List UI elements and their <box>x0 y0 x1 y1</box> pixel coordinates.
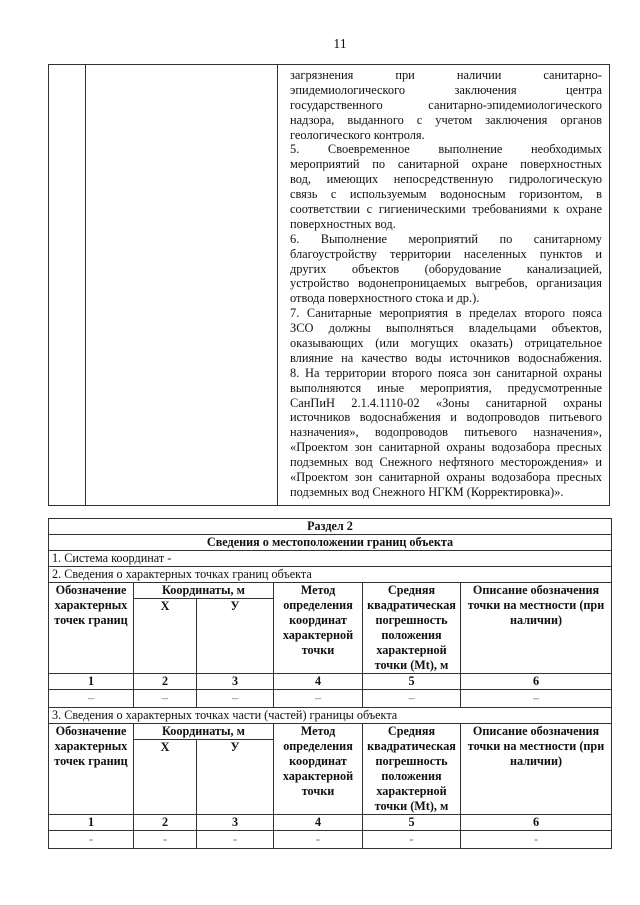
column-numbers-row <box>49 815 612 831</box>
table-cell: – <box>49 690 134 708</box>
column-number: 1 <box>49 674 134 690</box>
text-line: влияние на качество воды источников водоснабжения. <box>290 350 602 365</box>
text-line: соответствии с гигиеническими требованиями к охране <box>290 202 602 217</box>
table-row <box>49 831 612 849</box>
column-number: 6 <box>461 815 612 831</box>
table-cell: – <box>197 690 274 708</box>
text-line: 5. Своевременное выполнение необходимых <box>290 142 602 157</box>
column-number: 1 <box>49 815 134 831</box>
col-designation: Обозначение характерных точек границ <box>49 583 134 674</box>
table-cell: - <box>49 831 134 849</box>
text-line: поверхностных вод. <box>290 216 396 231</box>
page-number: 11 <box>333 37 347 52</box>
parts-heading: 3. Сведения о характерных точках части (частей) границы объекта <box>49 708 612 724</box>
column-number: 4 <box>274 815 363 831</box>
table-cell: – <box>363 690 461 708</box>
text-line: 8. На территории второго пояса зон санитарной охраны <box>290 365 602 380</box>
col-error: Средняя квадратическая погрешность положения характерной точки (Mt), м <box>363 724 461 815</box>
table-cell: - <box>274 831 363 849</box>
table-cell: - <box>461 831 612 849</box>
column-numbers-row <box>49 674 612 690</box>
col-designation: Обозначение характерных точек границ <box>49 724 134 815</box>
measures-text <box>290 68 602 500</box>
boundaries-table <box>48 518 612 849</box>
col-y: У <box>197 599 274 674</box>
text-line: назначения», водопроводов питьевого назначения», <box>290 425 602 440</box>
col-x: Х <box>134 599 197 674</box>
col-coords: Координаты, м <box>134 583 274 599</box>
table-cell: - <box>363 831 461 849</box>
text-line: выполняются иные мероприятия, предусмотренные <box>290 380 602 395</box>
col-method: Метод определения координат характерной точки <box>274 583 363 674</box>
text-line: эпидемиологического заключения центра <box>290 82 602 97</box>
column-number: 3 <box>197 674 274 690</box>
col-x: Х <box>134 740 197 815</box>
text-line: мероприятий по санитарной охране поверхностных <box>290 157 602 172</box>
text-line: государственного санитарно-эпидемиологического <box>290 97 602 112</box>
text-line: источников водоснабжения и водопроводов питьевого <box>290 410 602 425</box>
table-cell: – <box>461 690 612 708</box>
col-error: Средняя квадратическая погрешность положения характерной точки (Mt), м <box>363 583 461 674</box>
column-number: 3 <box>197 815 274 831</box>
text-line: оказывающих (или могущих оказать) отрицательное <box>290 336 602 351</box>
table-cell: - <box>197 831 274 849</box>
column-number: 6 <box>461 674 612 690</box>
column-divider <box>85 65 86 505</box>
column-number: 5 <box>363 674 461 690</box>
column-number: 4 <box>274 674 363 690</box>
text-line: связь с используемым водоносным горизонтом, в <box>290 187 602 202</box>
section-subtitle: Сведения о местоположении границ объекта <box>49 535 612 551</box>
col-coords: Координаты, м <box>134 724 274 740</box>
text-line: благоустройству территории населенных пунктов и <box>290 246 602 261</box>
text-line: отвода поверхностного стока и др.). <box>290 291 480 306</box>
text-line: СанПиН 2.1.4.1110-02 «Зоны санитарной охраны <box>290 395 602 410</box>
text-line: устройство водонепроницаемых выгребов, организация <box>290 276 602 291</box>
text-line: «Проектом зон санитарной охраны водозабора пресных <box>290 440 602 455</box>
text-line: геологического контроля. <box>290 127 425 142</box>
col-description: Описание обозначения точки на местности (при наличии) <box>461 724 612 815</box>
text-line: «Проектом зон санитарной охраны водозабора пресных <box>290 470 602 485</box>
table-row <box>49 690 612 708</box>
column-divider <box>277 65 278 505</box>
text-line: ЗСО должны выполняться владельцами объектов, <box>290 321 602 336</box>
measures-table <box>48 64 610 506</box>
table-cell: – <box>274 690 363 708</box>
col-y: У <box>197 740 274 815</box>
section-title: Раздел 2 <box>49 519 612 535</box>
text-line: 6. Выполнение мероприятий по санитарному <box>290 231 602 246</box>
col-method: Метод определения координат характерной точки <box>274 724 363 815</box>
table-cell: - <box>134 831 197 849</box>
text-line: других объектов (оборудование канализацией, <box>290 261 602 276</box>
text-line: подземных вод Снежного нефтяного месторождения» и <box>290 455 602 470</box>
text-line: загрязнения при наличии санитарно- <box>290 68 602 82</box>
text-line: вод, имеющих непосредственную гидрологическую <box>290 172 602 187</box>
text-line: подземных вод Снежного НГКМ (Корректировка)». <box>290 484 564 499</box>
column-number: 2 <box>134 674 197 690</box>
column-number: 5 <box>363 815 461 831</box>
table-cell: – <box>134 690 197 708</box>
text-line: 7. Санитарные мероприятия в пределах второго пояса <box>290 306 602 321</box>
column-number: 2 <box>134 815 197 831</box>
text-line: надзора, выданного с учетом заключения органов <box>290 112 602 127</box>
points-heading: 2. Сведения о характерных точках границ объекта <box>49 567 612 583</box>
coord-system: 1. Система координат - <box>49 551 612 567</box>
col-description: Описание обозначения точки на местности (при наличии) <box>461 583 612 674</box>
